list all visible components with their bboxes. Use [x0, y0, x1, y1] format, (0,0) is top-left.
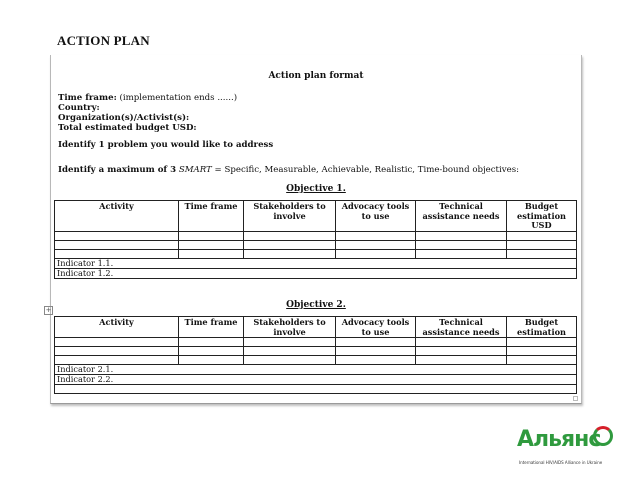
col-technical-assistance: Technical assistance needs	[416, 201, 507, 232]
identify-problem-text: Identify 1 problem you would like to address	[58, 140, 274, 150]
logo-subtitle: International HIV/AIDS Alliance in Ukraine	[519, 460, 603, 465]
col-budget: Budget estimation	[507, 317, 577, 338]
identify-objectives-bold: Identify a maximum of 3	[58, 165, 177, 175]
table-row	[55, 249, 577, 258]
col-activity: Activity	[55, 201, 179, 232]
indicator-1-2: Indicator 1.2.	[55, 268, 577, 278]
end-of-cell-mark-icon	[573, 396, 578, 401]
organization-label: Organization(s)/Activist(s):	[58, 113, 190, 123]
budget-label: Total estimated budget USD:	[58, 123, 197, 133]
table-row	[55, 385, 577, 394]
time-frame-value: (implementation ends ......)	[119, 93, 238, 103]
indicator-2-1: Indicator 2.1.	[55, 365, 577, 375]
col-technical-assistance: Technical assistance needs	[416, 317, 507, 338]
table-move-handle-icon[interactable]: +	[45, 306, 52, 314]
objective-1-heading: Objective 1.	[286, 184, 346, 194]
document-heading: Action plan format	[268, 71, 364, 81]
country-label: Country:	[58, 103, 100, 113]
objective-2-heading: Objective 2.	[286, 300, 346, 310]
identify-objectives-italic: SMART	[178, 165, 212, 175]
indicator-row	[55, 365, 577, 375]
objective-2-table	[54, 316, 577, 394]
alliance-logo	[515, 425, 615, 470]
table-row	[55, 356, 577, 365]
table-row	[55, 338, 577, 347]
col-advocacy-tools: Advocacy tools to use	[336, 201, 416, 232]
table-row	[55, 231, 577, 240]
indicator-row	[55, 258, 577, 268]
organization-line	[58, 113, 189, 123]
table-header-row	[55, 201, 577, 232]
col-activity: Activity	[55, 317, 179, 338]
logo-name: Альянс	[517, 427, 601, 452]
indicator-row	[55, 375, 577, 385]
objective-1-table	[54, 200, 577, 279]
col-stakeholders: Stakeholders to involve	[244, 317, 336, 338]
table-row	[55, 240, 577, 249]
col-time-frame: Time frame	[179, 317, 244, 338]
identify-objectives-rest: = Specific, Measurable, Achievable, Realistic, Time-bound objectives:	[214, 165, 520, 175]
indicator-1-1: Indicator 1.1.	[55, 258, 577, 268]
logo-swirl-icon	[593, 426, 613, 446]
col-advocacy-tools: Advocacy tools to use	[336, 317, 416, 338]
document-preview	[45, 55, 582, 404]
budget-line	[58, 123, 197, 133]
slide-title: ACTION PLAN	[57, 33, 150, 48]
time-frame-line	[58, 93, 237, 103]
identify-objectives-line	[58, 165, 519, 175]
identify-problem-line	[58, 140, 273, 150]
indicator-row	[55, 268, 577, 278]
indicator-2-2: Indicator 2.2.	[55, 375, 577, 385]
table-header-row	[55, 317, 577, 338]
time-frame-label: Time frame:	[58, 93, 117, 103]
country-line	[58, 103, 100, 113]
col-time-frame: Time frame	[179, 201, 244, 232]
table-row	[55, 347, 577, 356]
col-stakeholders: Stakeholders to involve	[244, 201, 336, 232]
col-budget: Budget estimation USD	[507, 201, 577, 232]
